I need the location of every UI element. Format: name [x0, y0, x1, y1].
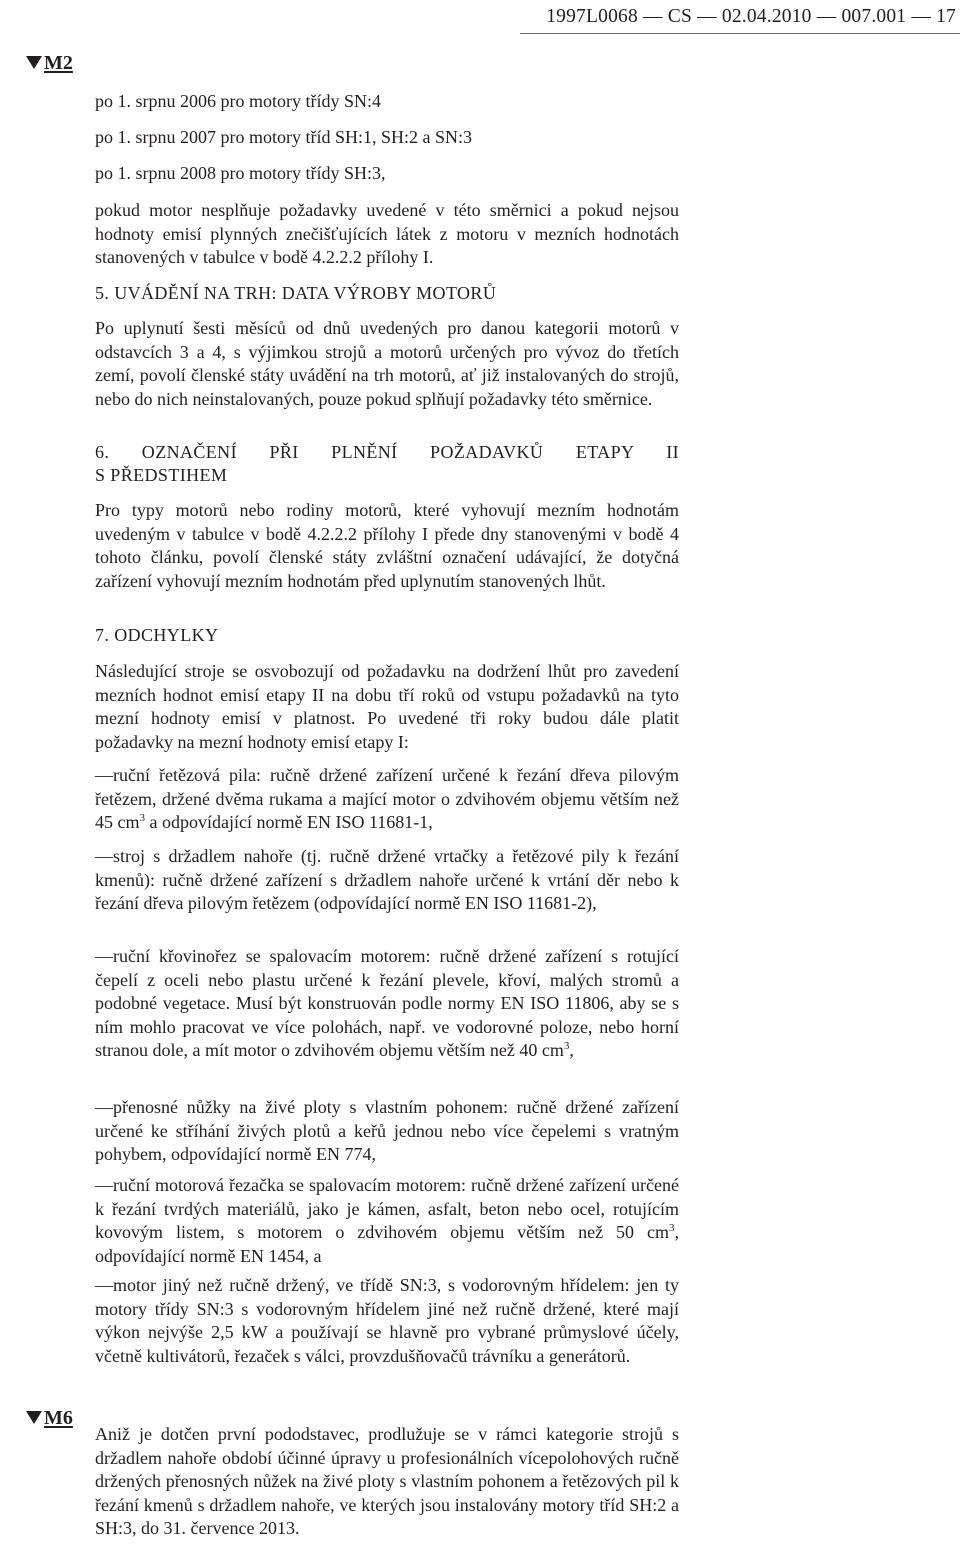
amendment-marker-m2[interactable] [26, 51, 73, 75]
exemption-item [95, 1274, 679, 1368]
item-text-end: a odpovídající normě EN ISO 11681-1, [145, 812, 433, 833]
section-7-heading: 7. ODCHYLKY [95, 625, 219, 645]
triangle-down-icon [26, 1411, 42, 1424]
exemption-item [95, 1096, 679, 1167]
exemption-item [95, 1174, 679, 1268]
amendment-marker-m6[interactable] [26, 1406, 73, 1430]
m6-paragraph: Aniž je dotčen první pododstavec, prodlužuje se v rámci kategorie strojů s držadlem nahoře období účinné úpravy u profesionálních vícepolohových ručně držených přenosných nůžek na živé ploty s vlastním pohonem a řetězových pil k řezání kmenů s držadlem nahoře, ve kterých jsou instalovány motory tříd SH:2 a SH:3, do 31. července 2013. [95, 1424, 679, 1539]
section-5-heading: 5. UVÁDĚNÍ NA TRH: DATA VÝROBY MOTORŮ [95, 283, 497, 303]
item-text: —ruční křovinořez se spalovacím motorem: ručně držené zařízení s rotující čepelí z oceli nebo plastu určené k řezání plevele, křoví, malých stromů a podobné vegetace. Musí být konstruován podle normy EN ISO 11806, aby se s ním mohlo pracovat ve více polohách, např. ve vodorovné poloze, nebo horní stranou dole, a mít motor o zdvihovém objemu větším než 40 cm [95, 946, 679, 1061]
page-header [520, 0, 960, 34]
superscript: 3 [563, 1040, 570, 1053]
exemption-item [95, 764, 679, 835]
item-text-end: , [569, 1040, 574, 1061]
superscript: 3 [669, 1222, 675, 1235]
item-text-end: , odpovídající normě EN 1454, a [95, 1222, 679, 1266]
marker-label: M6 [44, 1407, 73, 1429]
document-reference: 1997L0068 — CS — 02.04.2010 — 007.001 — 17 [546, 6, 956, 27]
section-6-heading: 6. OZNAČENÍ PŘI PLNĚNÍ POŽADAVKŮ ETAPY II [95, 442, 679, 462]
item-text: —motor jiný než ručně držený, ve třídě SN:3, s vodorovným hřídelem: jen ty motory třídy SN:3 s vodorovným hřídelem jiné než ručně držené, které mají výkon nejvýše 2,5 kW a používají se hlavně pro vybrané průmyslové účely, včetně kultivátorů, řezaček s válci, provzdušňovačů trávníku a generátorů. [95, 1275, 679, 1366]
triangle-down-icon [26, 56, 42, 69]
item-text: —stroj s držadlem nahoře (tj. ručně držené vrtačky a řetězové pily k řezání kmenů): ručně držené zařízení s držadlem nahoře určené k vrtání děr nebo k řezání dřeva pilovým řetězem (odpovídající normě EN ISO 11681-2), [95, 846, 679, 914]
section-7-intro: Následující stroje se osvobozují od požadavku na dodržení lhůt pro zavedení mezních hodnot emisí etapy II na dobu tří roků od vstupu požadavků na tyto mezní hodnoty emisí v platnost. Po uvedené tři roky budou dále platit požadavky na mezní hodnoty emisí etapy I: [95, 661, 679, 752]
section-5-text: Po uplynutí šesti měsíců od dnů uvedených pro danou kategorii motorů v odstavcích 3 a 4, s výjimkou strojů a motorů určených pro vývoz do třetích zemí, povolí členské státy uvádění na trh motorů, ať již instalovaných do strojů, nebo do nich neinstalovaných, pouze pokud splňují požadavky této směrnice. [95, 318, 679, 409]
superscript: 3 [139, 812, 145, 825]
date-line: po 1. srpnu 2007 pro motory tříd SH:1, SH:2 a SN:3 [95, 127, 473, 147]
exemption-item [95, 845, 679, 916]
marker-label: M2 [44, 52, 73, 74]
section-6-heading-cont: S PŘEDSTIHEM [95, 465, 228, 485]
section-6-text: Pro typy motorů nebo rodiny motorů, které vyhovují mezním hodnotám uvedeným v tabulce v bodě 4.2.2.2 přílohy I přede dny stanovenými v bodě 4 tohoto článku, povolí členské státy zvláštní označení udávající, že dotyčná zařízení vyhovují mezním hodnotám před uplynutím stanovených lhůt. [95, 500, 679, 591]
item-text: —ruční řetězová pila: ručně držené zařízení určené k řezání dřeva pilovým řetězem, držené dvěma rukama a mající motor o zdvihovém objemu větším než 45 cm [95, 765, 679, 833]
exemption-item [95, 945, 679, 1063]
date-line: po 1. srpnu 2008 pro motory třídy SH:3, [95, 163, 386, 183]
item-text: —ruční motorová řezačka se spalovacím motorem: ručně držené zařízení určené k řezání tvrdých materiálů, jako je kámen, asfalt, beton nebo ocel, rotujícím kovovým listem, s motorem o zdvihovém objemu větším než 50 cm [95, 1175, 679, 1243]
date-line: po 1. srpnu 2006 pro motory třídy SN:4 [95, 91, 381, 111]
condition-paragraph: pokud motor nesplňuje požadavky uvedené v této směrnici a pokud nejsou hodnoty emisí plynných znečišťujících látek z motoru v mezních hodnotách stanovených v tabulce v bodě 4.2.2.2 přílohy I. [95, 200, 679, 268]
item-text: —přenosné nůžky na živé ploty s vlastním pohonem: ručně držené zařízení určené ke stříhání živých plotů a keřů jednou nebo více čepelemi s vratným pohybem, odpovídající normě EN 774, [95, 1097, 679, 1165]
